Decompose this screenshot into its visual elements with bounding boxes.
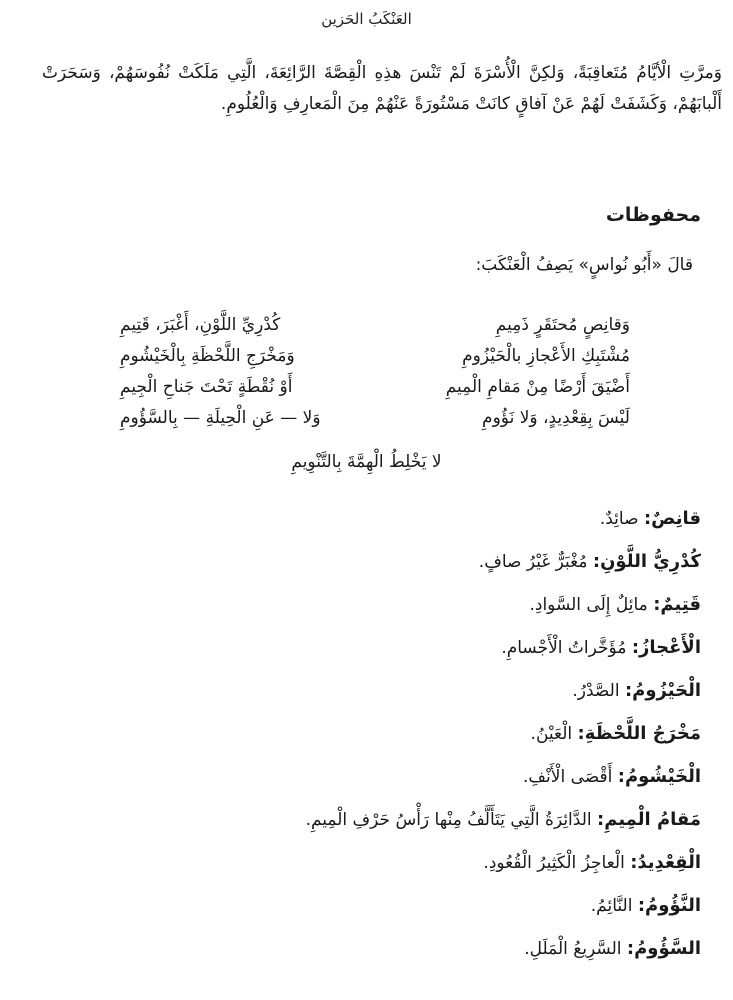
glossary-term: الْأَعْجازُ: [631,637,701,658]
poem-verse [120,403,630,434]
glossary-item [21,504,701,547]
glossary-definition: السَّرِيعُ الْمَلَلِ. [524,939,622,959]
glossary-item [21,633,701,676]
glossary-term: الْقِعْدِيدُ: [630,852,701,873]
glossary-term: مَقامُ الْمِيمِ: [597,809,701,830]
glossary-definition: مُغْبَرٌّ غَيْرُ صافٍ. [478,552,588,572]
glossary-definition: الْعَيْنُ. [530,724,573,744]
section-title: محفوظات [605,204,701,226]
poem-verse [120,372,630,403]
poem-verse [120,310,630,341]
glossary-item [21,891,701,934]
glossary-item [21,848,701,891]
glossary-term: النَّؤُومُ: [637,895,701,916]
verse-second-hemistich: وَلا — عَنِ الْحِيلَةِ — بِالسَّؤُومِ [120,408,321,428]
verse-first-hemistich: مُشْتَبِكِ الأَعْجازِ بالْحَيْزُومِ [462,346,630,366]
glossary-definition: أَقْصَى الْأَنْفِ. [523,767,613,787]
glossary-item [21,719,701,762]
glossary-definition: صائِدٌ. [599,509,639,529]
glossary-definition: النَّائِمُ. [590,896,633,916]
verse-first-hemistich: لَيْسَ بِقِعْدِيدٍ، وَلا نَؤُومِ [482,408,630,428]
glossary-item [21,590,701,633]
glossary-definition: مائِلٌ إِلَى السَّوادِ. [529,595,648,615]
glossary-term: كُدْرِيُّ اللَّوْنِ: [592,551,701,572]
glossary-item [21,762,701,805]
poem-intro: قالَ «أَبُو نُواسٍ» يَصِفُ الْعَنْكَبَ: [475,255,693,275]
glossary-item [21,805,701,848]
glossary-definition: الْعاجِزُ الْكَثِيرُ الْقُعُودِ. [483,853,625,873]
glossary-term: قَتِيمٌ: [653,594,701,615]
intro-paragraph: وَمرَّتِ الْأيَّامُ مُتَعاقِبَةً، وَلكِنَّ الْأُسْرَةَ لَمْ تَنْسَ هذِهِ الْقِصَّةَ الرَّائِعَةَ، الَّتِي مَلَكَتْ نُفُوسَهُمْ، وَسَحَرَتْ أَلْبابَهُمْ، وَكَشَفَتْ لَهُمْ عَنْ آفاقٍ كانَتْ مَسْتُورَةً عَنْهُمْ مِنَ الْمَعارِفِ وَالْعُلُومِ. [42,63,722,114]
poem-verse [120,341,630,372]
verse-first-hemistich: أَضْيَقَ أَرْضًا مِنْ مَقامِ الْمِيمِ [445,377,630,397]
verse-second-hemistich: وَمَخْرَجِ اللَّحْظَةِ بِالْخَيْشُومِ [120,346,295,366]
poem-last-line: لا يَخْلِطُ الْهِمَّةَ بِالتَّنْوِيمِ [291,452,442,472]
verse-second-hemistich: كُدْرِيِّ اللَّوْنِ، أَغْبَرَ، قَتِيمِ [120,315,281,335]
glossary-item [21,547,701,590]
verse-first-hemistich: وَقانِصٍ مُحتَقَرٍ ذَمِيمِ [495,315,630,335]
glossary-term: الْحَيْزُومُ: [624,680,701,701]
glossary [21,504,701,977]
glossary-definition: مُؤَخَّراتُ الْأَجْسامِ. [501,638,627,658]
glossary-term: قانِصٌ: [643,508,701,529]
poem [120,310,630,434]
glossary-term: مَخْرَجُ اللَّحْظَةِ: [577,723,701,744]
verse-second-hemistich: أَوْ نُقْطَةٍ تَحْتَ جَناحِ الْجِيمِ [120,377,293,397]
glossary-item [21,676,701,719]
glossary-item [21,934,701,977]
glossary-term: الْخَيْشُومُ: [617,766,701,787]
page-header: العَنْكَبُ الحَزين [321,10,412,28]
glossary-term: السَّؤُومُ: [626,938,701,959]
glossary-definition: الصَّدْرُ. [572,681,620,701]
glossary-definition: الدَّائِرَةُ الَّتِي يَتَأَلَّفُ مِنْها رَأْسُ حَرْفِ الْمِيمِ. [305,810,592,830]
